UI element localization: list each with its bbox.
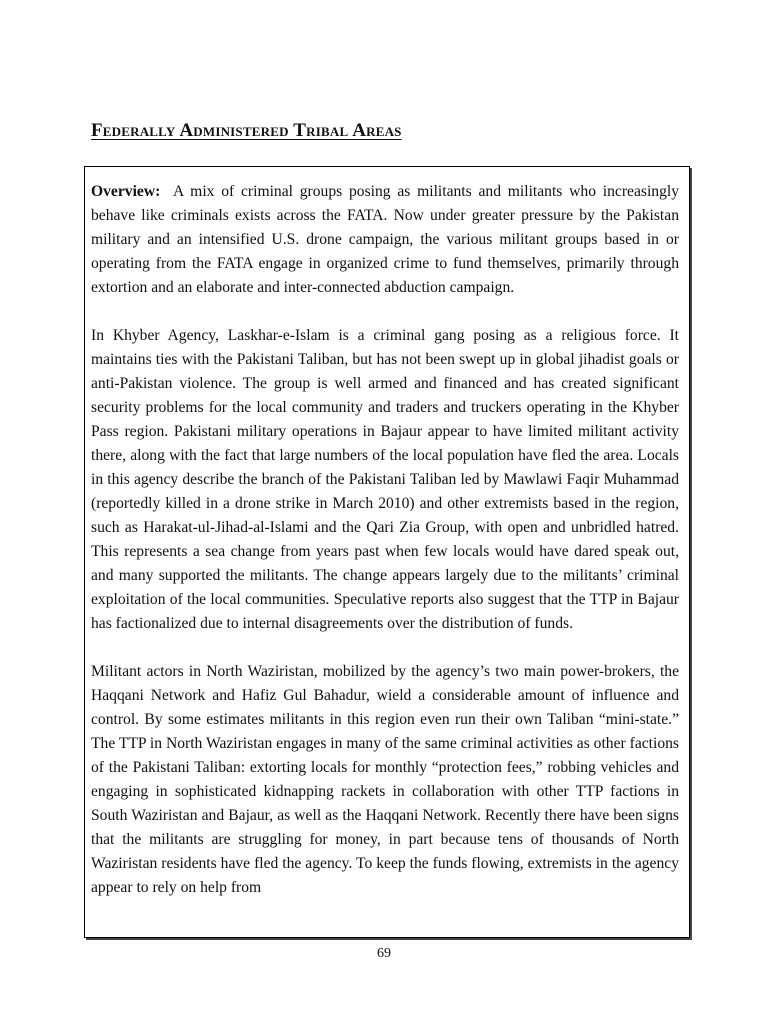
paragraph-khyber: In Khyber Agency, Laskhar-e-Islam is a criminal gang posing as a religious force. It maintains ties with the Pakistani Taliban, but has not been swept up in global jihadist goals or anti-Pakistan violence. The group is well armed and financed and has created significant security problems for the local community and traders and truckers operating in the Khyber Pass region. Pakistani military operations in Bajaur appear to have limited militant activity there, along with the fact that large numbers of the local population have fled the area. Locals in this agency describe the branch of the Pakistani Taliban led by Mawlawi Faqir Muhammad (reportedly killed in a drone strike in March 2010) and other extremists based in the region, such as Harakat-ul-Jihad-al-Islami and the Qari Zia Group, with open and unbridled hatred. This represents a sea change from years past when few locals would have dared speak out, and many supported the militants. The change appears largely due to the militants’ criminal exploitation of the local communities. Speculative reports also suggest that the TTP in Bajaur has factionalized due to internal disagreements over the distribution of funds. (91, 327, 679, 632)
section-title: Federally Administered Tribal Areas (91, 120, 402, 141)
paragraph-north-waziristan: Militant actors in North Waziristan, mobilized by the agency’s two main power-brokers, the Haqqani Network and Hafiz Gul Bahadur, wield a considerable amount of influence and control. By some estimates militants in this region even run their own Taliban “mini-state.” The TTP in North Waziristan engages in many of the same criminal activities as other factions of the Pakistani Taliban: extorting locals for monthly “protection fees,” robbing vehicles and engaging in sophisticated kidnapping rackets in collaboration with other TTP factions in South Waziristan and Bajaur, as well as the Haqqani Network. Recently there have been signs that the militants are struggling for money, in part because tens of thousands of North Waziristan residents have fled the agency. To keep the funds flowing, extremists in the agency appear to rely on help from (91, 663, 679, 896)
overview-label: Overview: (91, 183, 161, 200)
overview-box (84, 166, 690, 938)
overview-text: A mix of criminal groups posing as militants and militants who increasingly behave like criminals exists across the FATA. Now under greater pressure by the Pakistan military and an intensified U.S. drone campaign, the various militant groups based in or operating from the FATA engage in organized crime to fund themselves, primarily through extortion and an elaborate and inter-connected abduction campaign. (91, 183, 679, 296)
page-number: 69 (377, 946, 391, 961)
overview-paragraph (91, 180, 679, 300)
